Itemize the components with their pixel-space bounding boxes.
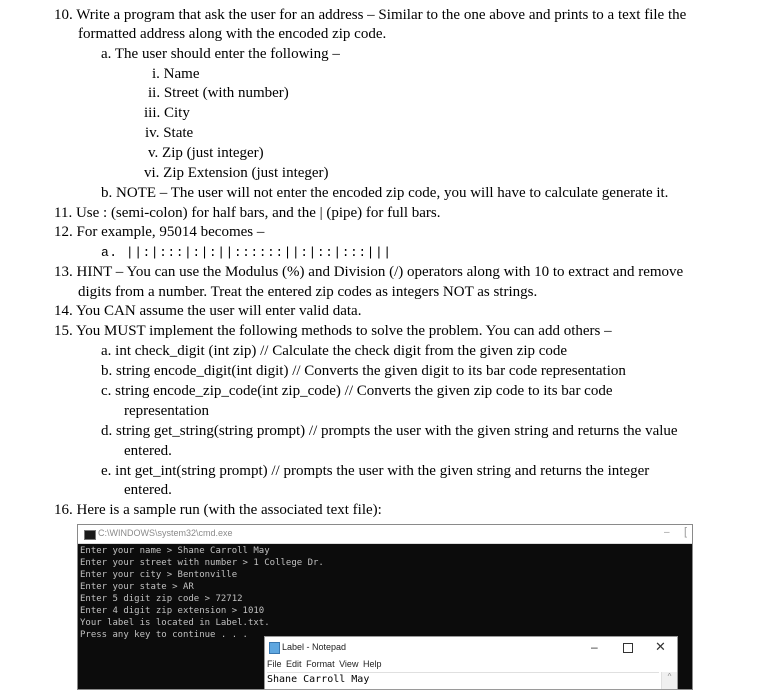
cmd-maximize-edge-icon: [ [684,526,688,538]
doc-line-7: iv. State [145,125,194,141]
doc-line-13: a. ||:|:::|:|:||::::::||:|::|:::||| [101,245,392,260]
doc-line-18: a. int check_digit (int zip) // Calculate the check digit from the given zip code [101,343,568,359]
doc-line-24: e. int get_int(string prompt) // prompts the user with the given string and returns the integer [101,463,650,479]
cmd-line: Enter your name > Shane Carroll May [80,546,270,556]
doc-line-25: entered. [124,482,172,498]
cmd-minimize-button[interactable]: – [664,527,670,538]
doc-line-15: digits from a number. Treat the entered zip codes as integers NOT as strings. [78,284,538,300]
notepad-title: Label - Notepad [282,642,347,652]
doc-line-9: vi. Zip Extension (just integer) [144,165,329,181]
menu-file[interactable]: File [267,659,282,669]
console-icon [84,530,96,540]
cmd-output [80,545,324,641]
notepad-menu-bar [267,659,381,669]
notepad-title-bar[interactable] [265,637,677,657]
doc-line-17: 15. You MUST implement the following methods to solve the problem. You can add others – [54,323,612,339]
cmd-line: Enter your city > Bentonville [80,570,238,580]
notepad-minimize-button[interactable]: – [591,640,598,654]
doc-line-26: 16. Here is a sample run (with the associated text file): [54,502,382,518]
doc-line-1: 10. Write a program that ask the user for an address – Similar to the one above and prints to a text file the [54,7,687,23]
notepad-window[interactable] [264,636,678,690]
doc-line-10: b. NOTE – The user will not enter the encoded zip code, you will have to calculate generate it. [101,185,669,201]
menu-format[interactable]: Format [306,659,335,669]
doc-line-20: c. string encode_zip_code(int zip_code) // Converts the given zip code to its bar code [101,383,613,399]
doc-line-5: ii. Street (with number) [148,85,289,101]
doc-line-16: 14. You CAN assume the user will enter valid data. [54,303,362,319]
notepad-text-area[interactable]: Shane Carroll May [267,672,659,687]
cmd-line: Enter your state > AR [80,582,194,592]
doc-line-19: b. string encode_digit(int digit) // Converts the given digit to its bar code representation [101,363,626,379]
notepad-scroll-up-icon[interactable]: ^ [661,672,677,689]
menu-view[interactable]: View [339,659,359,669]
doc-line-6: iii. City [144,105,190,121]
cmd-line: Enter 5 digit zip code > 72712 [80,594,243,604]
menu-edit[interactable]: Edit [286,659,302,669]
doc-line-22: d. string get_string(string prompt) // prompts the user with the given string and returns the value [101,423,678,439]
notepad-maximize-button[interactable] [623,643,633,653]
cmd-line: Enter your street with number > 1 College Dr. [80,558,324,568]
menu-help[interactable]: Help [362,659,382,669]
doc-line-3: a. The user should enter the following – [101,46,340,62]
doc-line-21: representation [124,403,209,419]
doc-line-2: formatted address along with the encoded zip code. [78,26,387,42]
notepad-close-button[interactable]: ✕ [655,639,666,654]
doc-line-23: entered. [124,443,172,459]
doc-line-14: 13. HINT – You can use the Modulus (%) and Division (/) operators along with 10 to extract and remove [54,264,684,280]
cmd-line: Press any key to continue . . . [80,630,248,640]
cmd-line: Your label is located in Label.txt. [80,618,270,628]
doc-line-11: 11. Use : (semi-colon) for half bars, and the | (pipe) for full bars. [54,205,441,221]
doc-line-12: 12. For example, 95014 becomes – [54,224,265,240]
cmd-title-bar[interactable] [78,525,692,544]
doc-line-8: v. Zip (just integer) [148,145,264,161]
notepad-icon [269,642,280,654]
cmd-title: C:\WINDOWS\system32\cmd.exe [98,528,233,538]
doc-line-4: i. Name [152,66,200,82]
cmd-line: Enter 4 digit zip extension > 1010 [80,606,265,616]
